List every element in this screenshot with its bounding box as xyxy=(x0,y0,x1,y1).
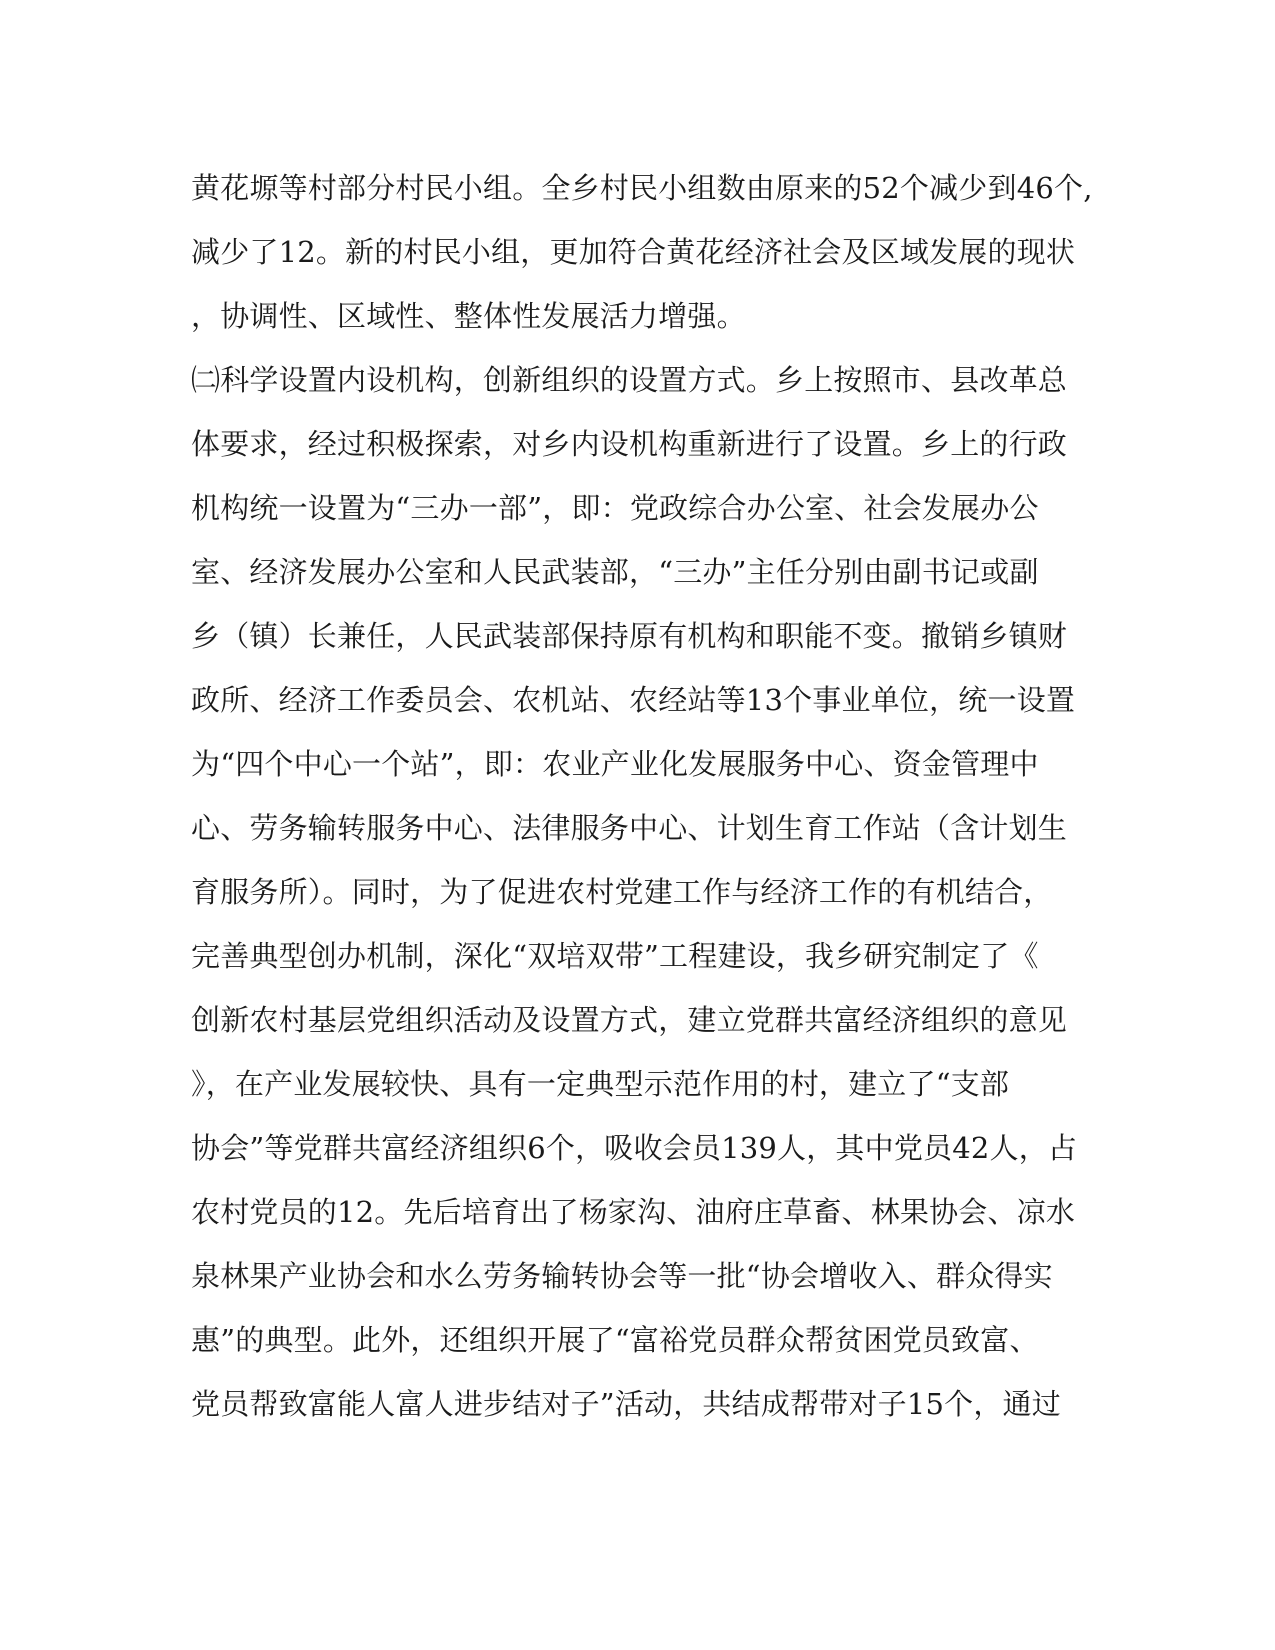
text-line: 党员帮致富能人富人进步结对子”活动，共结成帮带对子15个，通过 xyxy=(191,1387,1061,1421)
text-line: 泉林果产业协会和水么劳务输转协会等一批“协会增收入、群众得实 xyxy=(191,1259,1053,1293)
text-line: 为“四个中心一个站”，即：农业产业化发展服务中心、资金管理中 xyxy=(191,747,1039,781)
text-line: 减少了12。新的村民小组，更加符合黄花经济社会及区域发展的现状 xyxy=(191,235,1076,269)
text-line: 机构统一设置为“三办一部”，即：党政综合办公室、社会发展办公 xyxy=(191,491,1039,525)
text-line: 育服务所）。同时，为了促进农村党建工作与经济工作的有机结合， xyxy=(191,875,1053,909)
body-text xyxy=(191,156,1093,1436)
text-line: 黄花塬等村部分村民小组。全乡村民小组数由原来的52个减少到46个, xyxy=(191,171,1093,205)
text-line: 创新农村基层党组织活动及设置方式，建立党群共富经济组织的意见 xyxy=(191,1003,1068,1037)
text-line: 惠”的典型。此外，还组织开展了“富裕党员群众帮贫困党员致富、 xyxy=(191,1323,1039,1357)
text-line: 乡（镇）长兼任，人民武装部保持原有机构和职能不变。撤销乡镇财 xyxy=(191,619,1068,653)
text-line: 室、经济发展办公室和人民武装部，“三办”主任分别由副书记或副 xyxy=(191,555,1039,589)
text-line: 政所、经济工作委员会、农机站、农经站等13个事业单位，统一设置 xyxy=(191,683,1076,717)
text-line: 农村党员的12。先后培育出了杨家沟、油府庄草畜、林果协会、凉水 xyxy=(191,1195,1076,1229)
text-line: ，协调性、区域性、整体性发展活力增强。 xyxy=(191,299,746,333)
text-line: 完善典型创办机制，深化“双培双带”工程建设，我乡研究制定了《 xyxy=(191,939,1039,973)
text-line: ㈡科学设置内设机构，创新组织的设置方式。乡上按照市、县改革总 xyxy=(191,363,1068,397)
text-line: 心、劳务输转服务中心、法律服务中心、计划生育工作站（含计划生 xyxy=(191,811,1068,845)
text-line: 体要求，经过积极探索，对乡内设机构重新进行了设置。乡上的行政 xyxy=(191,427,1068,461)
text-line: 协会”等党群共富经济组织6个，吸收会员139人，其中党员42人，占 xyxy=(191,1131,1078,1165)
text-line: 》，在产业发展较快、具有一定典型示范作用的村，建立了“支部 xyxy=(191,1067,1010,1101)
